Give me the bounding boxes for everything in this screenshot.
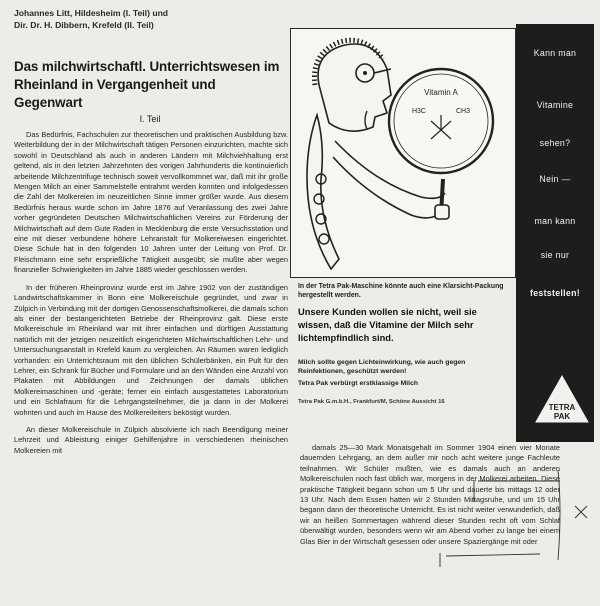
ad-subtext: Milch sollte gegen Lichteinwirkung, wie auch gegen Reinfektionen, geschützt werden! (298, 359, 466, 376)
ad-slogan: Unsere Kunden wollen sie nicht, weil sie wissen, daß die Vitamine der Milch sehr lichtempfindlich sind. (298, 307, 477, 344)
strip-line: Kann man (533, 48, 577, 58)
molecule-left-label: H3C (411, 108, 427, 115)
paragraph: In der früheren Rheinprovinz wurde erst im Jahre 1902 von der zuständigen Landwirtschaftskammer in Bonn eine Molkereischule gegründet, und zwar in Zülpich in Verbindung mit der dortigen Genossenschaftsmolkerei, die damals schon als einer der bestangerichteten Betriebe der Rheinprovinz galt. Diese erste Molkereischule im Rheinland war mit ihrer einfachen und dürftigen Ausstattung natürlich mit der jetzigen neuzeitlich eingerichteten Milchwirtschaftlichen Lehr- und Untersuchungsanstalt in Krefeld kaum zu vergleichen. An Räumen waren lediglich vorhanden: ein Unterrichtsraum mit den üblichen Schülerbänken, ein Pult für den Lehrer, ein Schrank für Bücher und Formulare und an den Wänden eine Anzahl von Plakaten mit Abbildungen und Zeichnungen der damals üblichen Molkereimaschinen und -geräte; ferner ein einfach ausgestattetes Laboratorium und ein Schlafraum für die Lehrgangsteilnehmer, die ja dann in der Molkerei wohnten und auch im Hause des Molkereileiters beköstigt wurden. (14, 282, 288, 417)
strip-line: man kann (534, 216, 576, 226)
strip-line: feststellen! (529, 288, 581, 298)
strip-line: Nein — (539, 174, 571, 184)
headline-line: Rheinland in Vergangenheit und Gegenwart (14, 77, 216, 110)
paragraph: damals 25—30 Mark Monatsgehalt im Sommer 1904 einen vier Monate dauernden Lehrgang, an dem außer mir noch acht weitere junge Fachleute teilnahmen. Wir Schüler mußten, wie es damals auch an anderen Molkereischulen noch fast üblich war, morgens in der Molkerei arbeiten. Diese praktische Tätigkeit begann schon um 5 Uhr und dauerte bis mittags 12 oder 13 Uhr. Nach dem Essen hatten wir 2 Stunden Mittagsruhe, und um 15 Uhr begann dann der theoretische Unterricht. Es ist nicht weiter verwunderlich, daß wir an heißen Sommertagen während dieser Stunden recht oft vom Schlaf überwältigt wurden, besonders wenn wir am Abend vorher zu lange bei einem Glas Bier in der Wirtschaft gesessen oder unsere Spaziergänge mit oder (300, 443, 560, 546)
paragraph: An dieser Molkereischule in Zülpich absolvierte ich nach Beendigung meiner Lehrzeit und Ableistung einiger Gehilfenjahre in verschiedenen rheinischen Molkereien mit (14, 424, 288, 455)
margin-x-mark (575, 506, 587, 518)
section-heading: I. Teil (139, 114, 161, 124)
headline-line: Das milchwirtschaftl. Unterrichtswesen im (14, 59, 280, 74)
ad-caption: In der Tetra Pak-Maschine könnte auch eine Klarsicht-Packung hergestellt werden. (298, 283, 504, 299)
strip-line: sehen? (539, 138, 571, 148)
strip-line: Vitamine (536, 100, 574, 110)
paragraph: Das Bedürfnis, Fachschulen zur theoretischen und praktischen Ausbildung bzw. Weiterbildung der in der Milchwirtschaft tätigen Personen einzurichten, machte sich sowohl in Deutschland als auch in anderen Ländern mit Milchviehhaltung erst geltend, als in den letzten Jahrzehnten des vorigen Jahrhunderts die kontinuierlich arbeitende Milchzentrifuge technisch soweit vervollkommnet war, daß mit ihr große Mengen Milch an einer Sammelstelle entrahmt werden konnten und infolgedessen die Zahl der Molkereien im neuzeitlichen Sinne immer größer wurde. Aus diesem Bedürfnis heraus wurde schon im Jahre 1876 auf Veranlassung des zwei Jahre vorher gegründeten Deutschen Milchwirtschaftlichen Vereins zur Förderung der Milchwirtschaft auf dem Gute Raden in Mecklenburg die erste Versuchsstation und eine mit dieser verbundene höhere Lehranstalt für Molkereiwesen eingerichtet. Diese Schule hat in den folgenden 10 Jahren unter der Leitung von Prof. Dr. Fleischmann eine sehr ersprießliche Tätigkeit ausgeübt; sie mußte aber wegen finanzieller Schwierigkeiten im Jahre 1885 wieder geschlossen werden. (14, 130, 288, 275)
pen-bracket (474, 480, 560, 502)
margin-line (558, 470, 560, 560)
byline-line: Johannes Litt, Hildesheim (I. Teil) und (14, 8, 169, 18)
logo-line: PAK (553, 412, 571, 421)
byline-line: Dir. Dr. H. Dibbern, Krefeld (II. Teil) (14, 19, 154, 30)
strip-line: sie nur (540, 250, 570, 260)
pen-bracket (440, 553, 540, 567)
ad-tagline: Tetra Pak verbürgt erstklassige Milch (298, 380, 419, 387)
ad-address: Tetra Pak G.m.b.H., Frankfurt/M, Schöne Aussicht 16 (298, 399, 445, 405)
vitamin-label: Vitamin A (424, 88, 458, 97)
logo-line: TETRA (548, 403, 576, 412)
molecule-right-label: CH3 (455, 108, 471, 115)
